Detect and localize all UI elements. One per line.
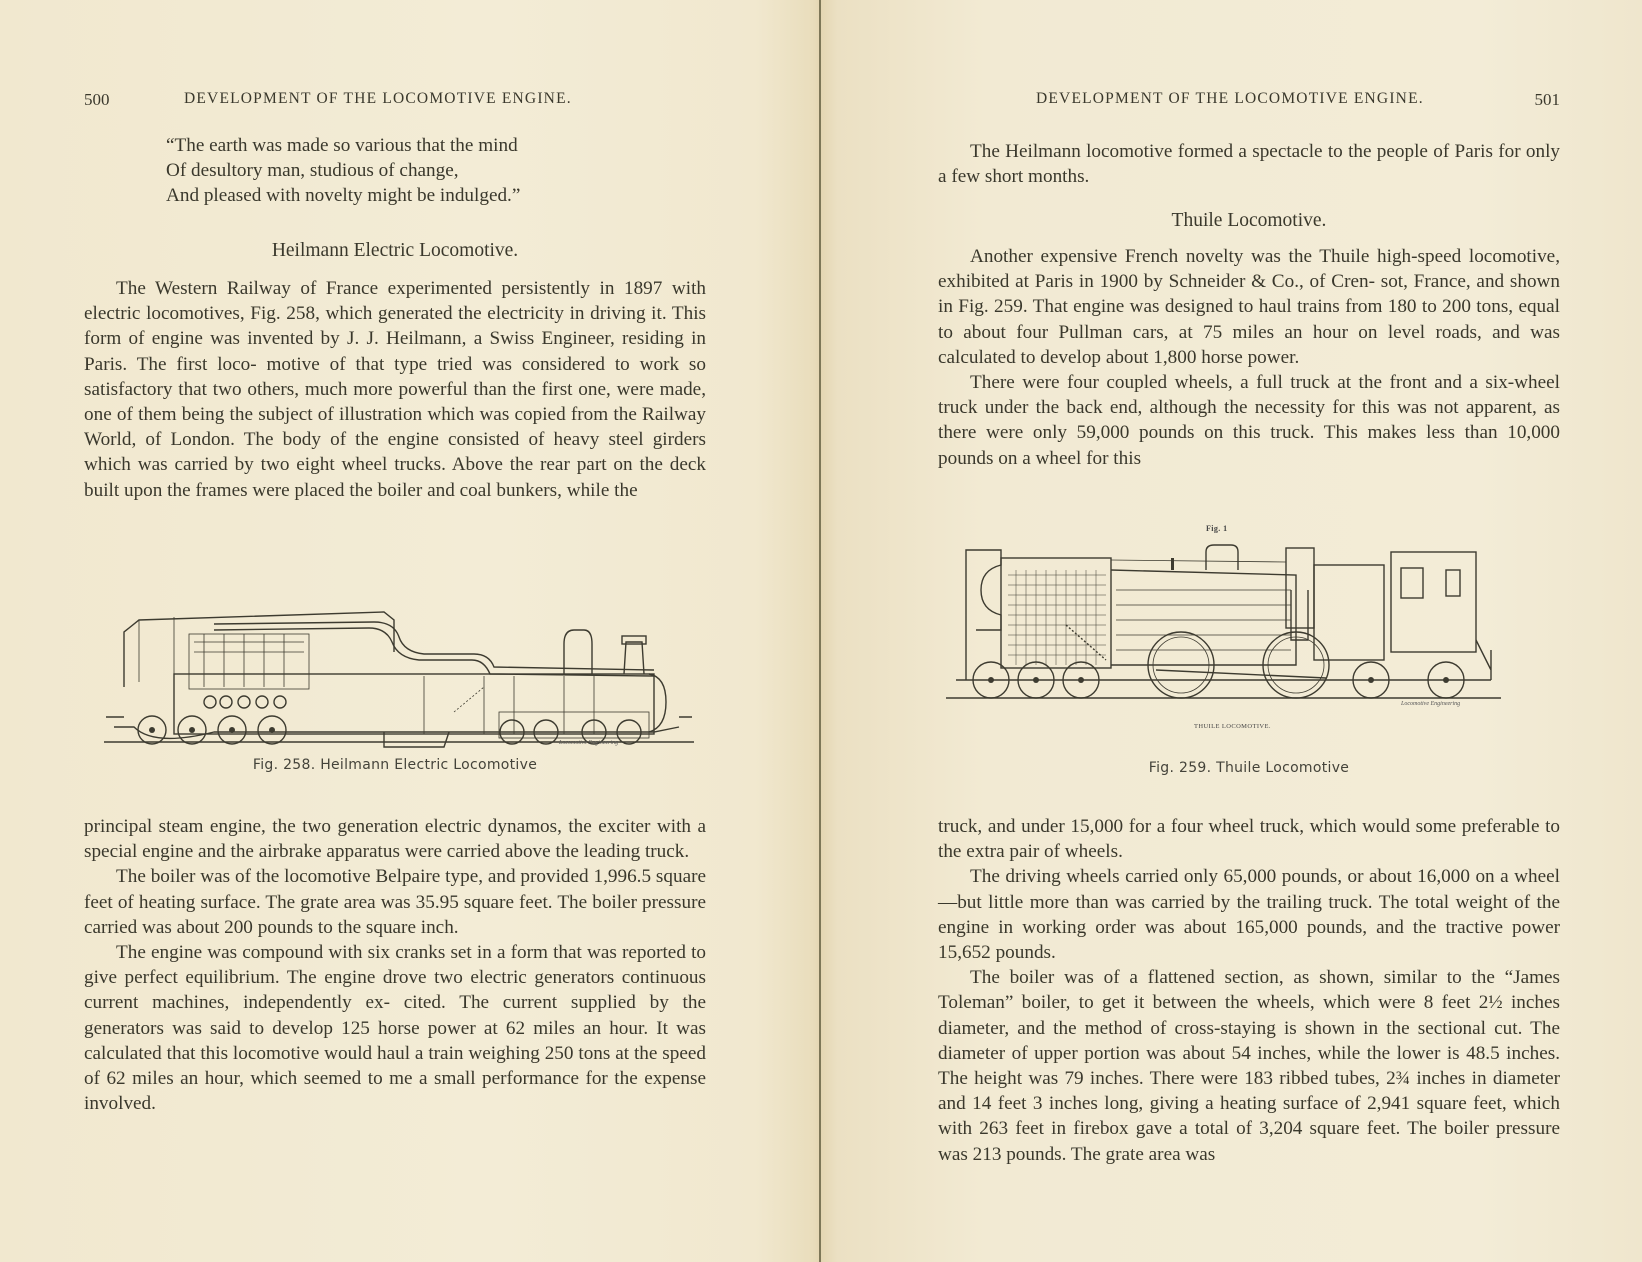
- page-number: 501: [1534, 90, 1560, 109]
- paragraph: truck, and under 15,000 for a four wheel truck, which would some preferable to the extra pair of wheels.: [938, 816, 1560, 863]
- paragraph: The driving wheels carried only 65,000 pounds, or about 16,000 on a wheel—but little more than was carried by the trailing truck. The total weight of the engine in working order was about 165,000 pounds, and the tractive power 15,652 pounds.: [938, 866, 1560, 964]
- verse-line: And pleased with novelty might be indulged.”: [166, 185, 521, 206]
- verse-line: “The earth was made so various that the mind: [166, 135, 518, 156]
- page-number: 500: [84, 90, 110, 109]
- paragraph: The engine was compound with six cranks set in a form that was reported to give perfect equilibrium. The engine drove two electric generators continuous current machines, independently ex- cited. The current supplied by the generators was said to develop 125 horse power at 62 miles an hour. It was calculated that this locomotive would haul a train weighing 250 tons at the speed of 62 miles an hour, which seemed to me a small performance for the expense involved.: [84, 942, 706, 1115]
- epigraph-verse: [166, 133, 520, 208]
- left-page: [84, 0, 706, 1262]
- running-head-title: DEVELOPMENT OF THE LOCOMOTIVE ENGINE.: [1036, 90, 1424, 107]
- body-text-lower: [938, 814, 1560, 1167]
- book-gutter: [819, 0, 821, 1262]
- running-header: [84, 90, 706, 112]
- paragraph: The Heilmann locomotive formed a spectacle to the people of Paris for only a few short months.: [938, 141, 1560, 188]
- thuile-locomotive-drawing: [946, 530, 1552, 710]
- figure-credit: Locomotive Engineering: [559, 740, 619, 746]
- front-truck-wheels: [138, 716, 286, 744]
- paragraph: The boiler was of the locomotive Belpaire type, and provided 1,996.5 square feet of heating surface. The grate area was 35.95 square feet. The boiler pressure carried was about 200 pounds to the square inch.: [84, 866, 706, 938]
- section-heading: Heilmann Electric Locomotive.: [271, 240, 519, 261]
- section-heading: Thuile Locomotive.: [1171, 210, 1327, 231]
- verse-line: Of desultory man, studious of change,: [166, 160, 459, 181]
- figure-caption: Fig. 259. Thuile Locomotive: [1148, 760, 1350, 776]
- body-text-lower: [84, 814, 706, 1116]
- body-text-upper: [938, 244, 1560, 471]
- body-text-upper: [84, 276, 706, 503]
- figure-258-heilmann-locomotive: [94, 592, 694, 752]
- paragraph: principal steam engine, the two generation electric dynamos, the exciter with a special engine and the airbrake apparatus were carried above the leading truck.: [84, 816, 706, 863]
- running-header: [938, 90, 1560, 112]
- running-head-title: DEVELOPMENT OF THE LOCOMOTIVE ENGINE.: [184, 90, 572, 107]
- heilmann-locomotive-drawing: [94, 592, 694, 752]
- paragraph: Another expensive French novelty was the Thuile high-speed locomotive, exhibited at Paris in 1900 by Schneider & Co., of Cren- sot, France, and shown in Fig. 259. That engine was designed to haul trains from 180 to 200 tons, equal to about four Pullman cars, at 75 miles an hour on level roads, and was calculated to develop about 1,800 horse power.: [938, 246, 1560, 368]
- paragraph: The boiler was of a flattened section, as shown, similar to the “James Toleman” boiler, to get it between the wheels, which were 8 feet 2½ inches diameter, and the method of cross-staying is shown in the sectional cut. The diameter of upper portion was about 54 inches, while the lower is 48.5 inches. The height was 79 inches. There were 183 ribbed tubes, 2¾ inches in diameter and 14 feet 3 inches long, giving a heating surface of 2,941 square feet, which with 263 feet in firebox gave a total of 3,204 square feet. The boiler pressure was 213 pounds. The grate area was: [938, 967, 1560, 1165]
- figure-caption: Fig. 258. Heilmann Electric Locomotive: [252, 757, 538, 773]
- figure-259-thuile-locomotive: [946, 524, 1552, 740]
- figure-credit: Locomotive Engineering: [1401, 701, 1461, 707]
- plate-title: THUILE LOCOMOTIVE.: [1194, 723, 1271, 730]
- paragraph: The Western Railway of France experimented persistently in 1897 with electric locomotives, Fig. 258, which generated the electricity in driving it. This form of engine was invented by J. J. Heilmann, a Swiss Engineer, residing in Paris. The first loco- motive of that type tried was considered to work so satisfactory that two others, much more powerful than the first one, were made, one of them being the subject of illustration which was copied from the Railway World, of London. The body of the engine consisted of heavy steel girders which was carried by two eight wheel trucks. Above the rear part on the deck built upon the frames were placed the boiler and coal bunkers, while the: [84, 278, 706, 501]
- body-text-opening: [938, 139, 1560, 189]
- right-page: [938, 0, 1560, 1262]
- figure-inner-label: Fig. 1: [1206, 524, 1228, 533]
- paragraph: There were four coupled wheels, a full truck at the front and a six-wheel truck under the back end, although the necessity for this was not apparent, as there were only 59,000 pounds on this truck. This makes less than 10,000 pounds on a wheel for this: [938, 372, 1560, 469]
